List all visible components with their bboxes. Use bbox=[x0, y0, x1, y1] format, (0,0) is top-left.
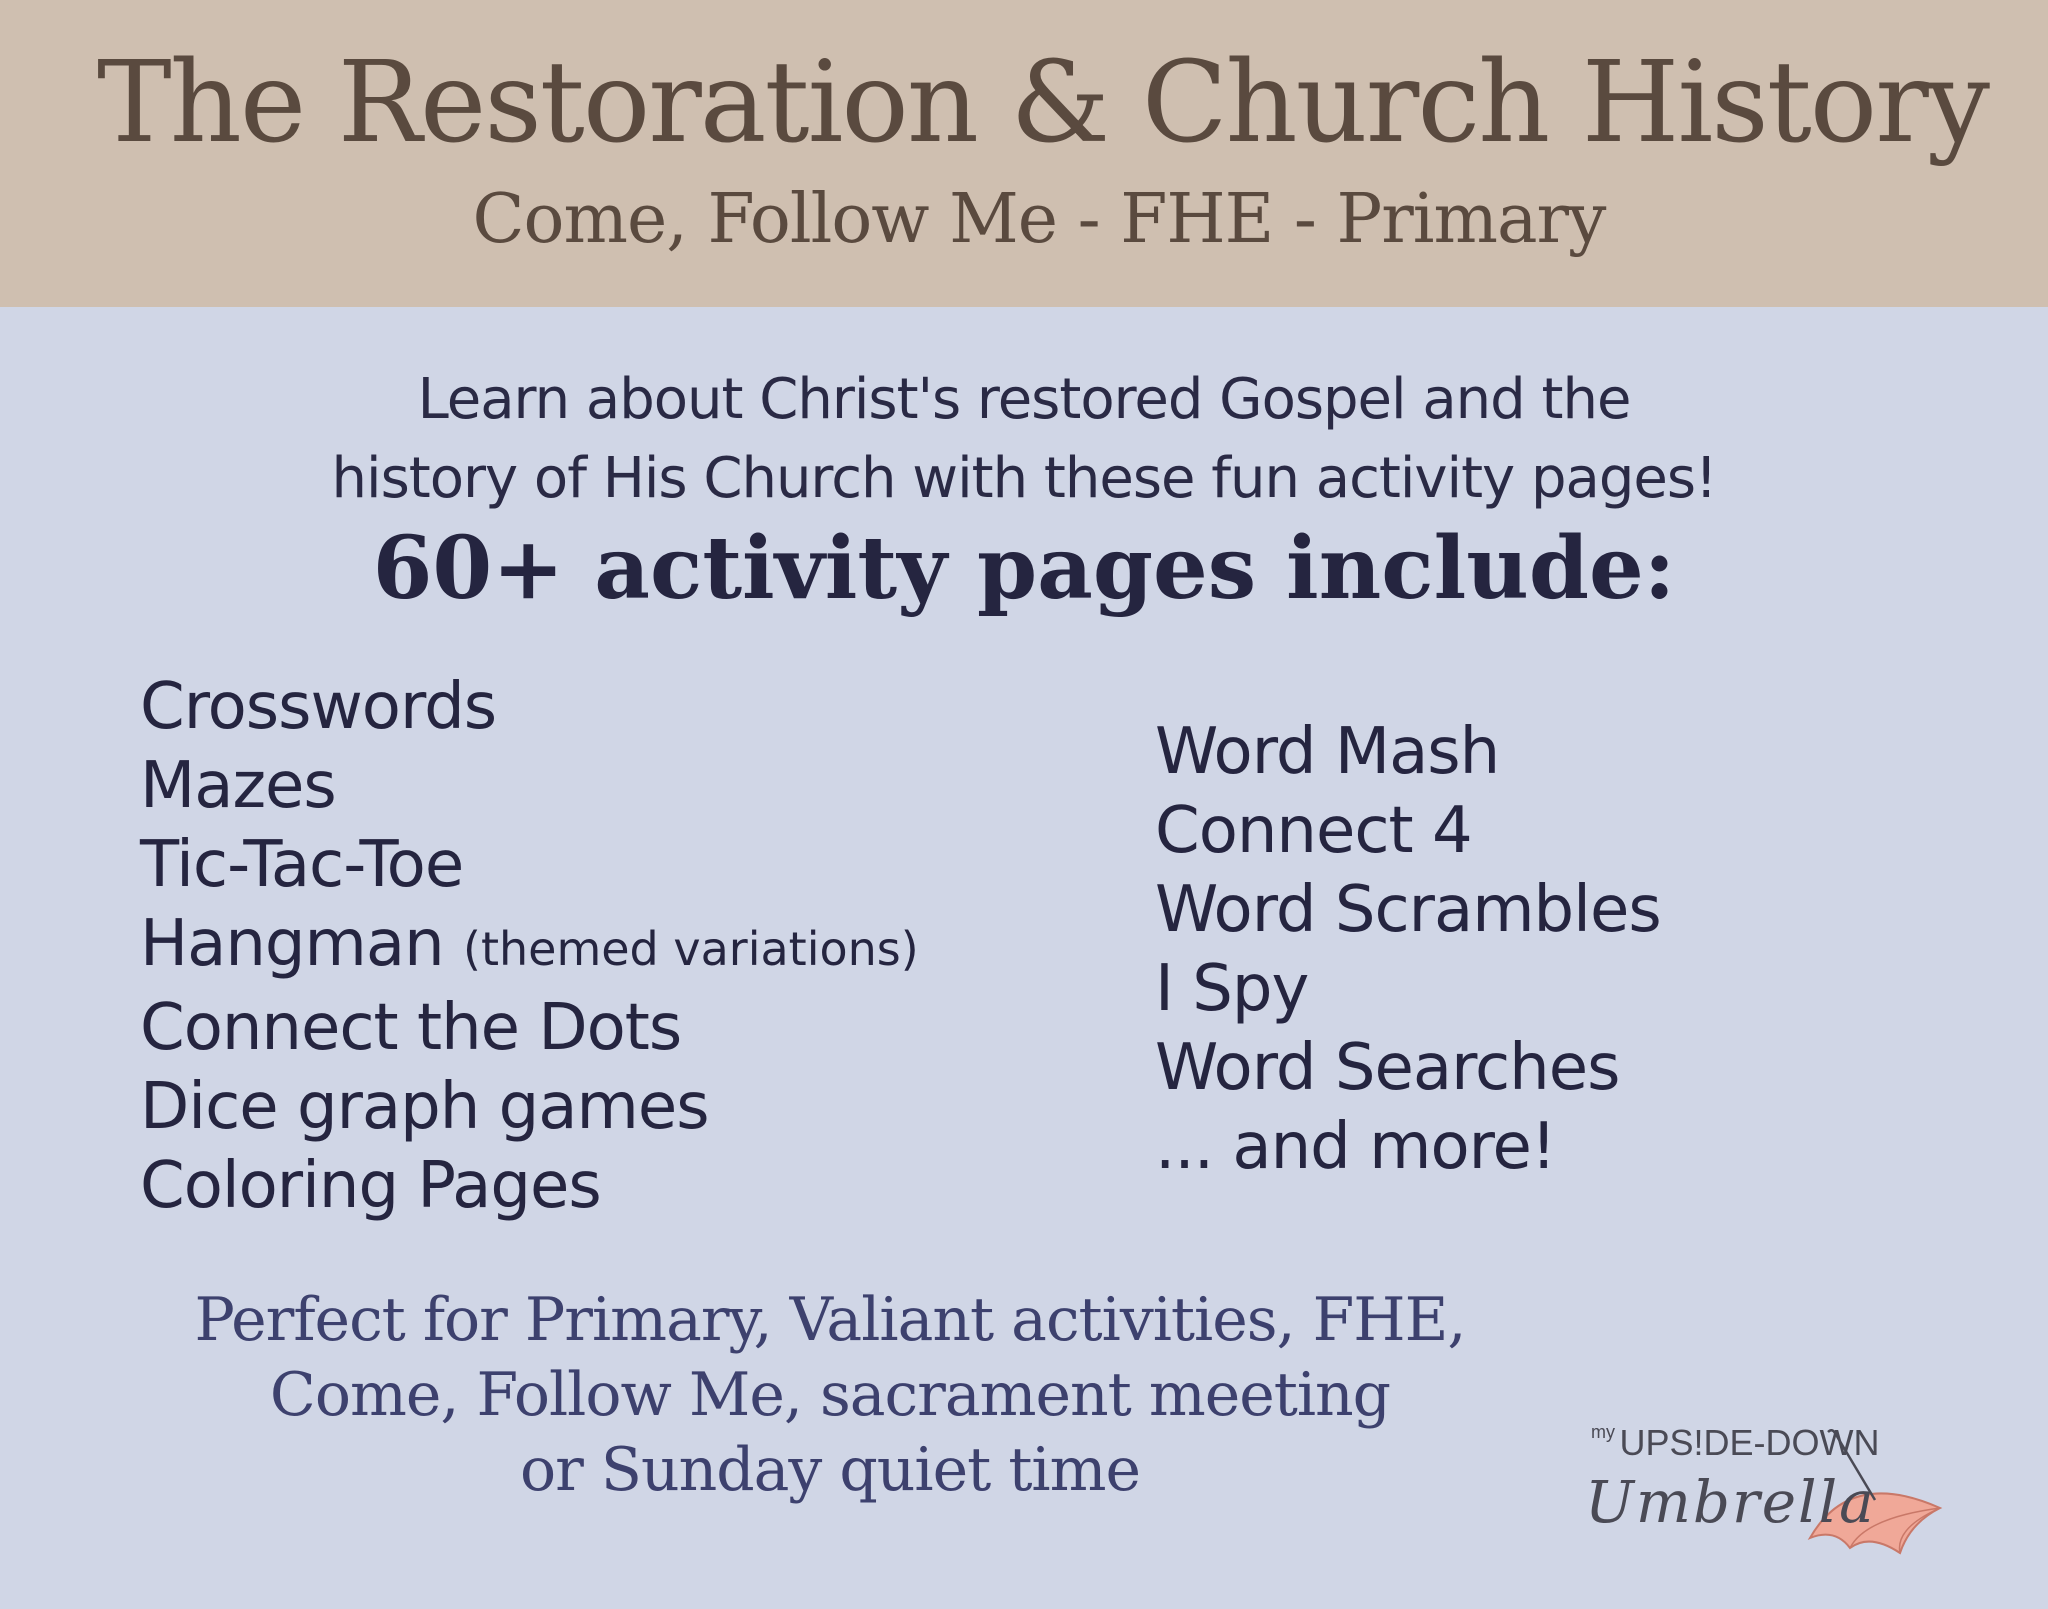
list-item: Coloring Pages bbox=[140, 1149, 601, 1223]
hangman-note: (themed variations) bbox=[463, 922, 919, 976]
list-item: Word Searches bbox=[1155, 1031, 1620, 1105]
footer-line-1: Perfect for Primary, Valiant activities, FHE, bbox=[194, 1285, 1466, 1355]
logo-script: Umbrella bbox=[1585, 1468, 1876, 1536]
list-item: ... and more! bbox=[1155, 1110, 1556, 1184]
list-item: Mazes bbox=[140, 749, 336, 823]
logo-prefix: my bbox=[1591, 1422, 1615, 1442]
list-item: Crosswords bbox=[140, 670, 497, 744]
list-item: Connect 4 bbox=[1155, 794, 1472, 868]
logo-upside: UPS!DE-DOWN bbox=[1619, 1422, 1880, 1463]
page-subtitle: Come, Follow Me - FHE - Primary bbox=[472, 180, 1606, 259]
activity-list-left bbox=[140, 668, 919, 1226]
list-item: Dice graph games bbox=[140, 1070, 709, 1144]
list-item: Tic-Tac-Toe bbox=[140, 828, 464, 902]
list-item: Word Scrambles bbox=[1155, 873, 1661, 947]
activity-count-headline: 60+ activity pages include: bbox=[372, 518, 1676, 619]
header-banner bbox=[0, 0, 2048, 307]
intro-line-2: history of His Church with these fun activity pages! bbox=[331, 446, 1717, 511]
logo-wordmark bbox=[1591, 1422, 1879, 1464]
intro-text bbox=[0, 360, 2048, 518]
footer-text bbox=[140, 1283, 1520, 1508]
list-item-label: Hangman bbox=[140, 907, 444, 981]
list-item: I Spy bbox=[1155, 952, 1309, 1026]
activity-list-right bbox=[1155, 713, 1661, 1187]
page-title: The Restoration & Church History bbox=[97, 38, 1989, 168]
footer-line-2: Come, Follow Me, sacrament meeting bbox=[269, 1360, 1391, 1430]
list-item: Word Mash bbox=[1155, 715, 1500, 789]
footer-line-3: or Sunday quiet time bbox=[519, 1435, 1141, 1505]
list-item-hangman bbox=[140, 905, 919, 989]
intro-line-1: Learn about Christ's restored Gospel and the bbox=[417, 367, 1631, 432]
list-item: Connect the Dots bbox=[140, 991, 682, 1065]
brand-logo bbox=[1585, 1418, 1965, 1568]
